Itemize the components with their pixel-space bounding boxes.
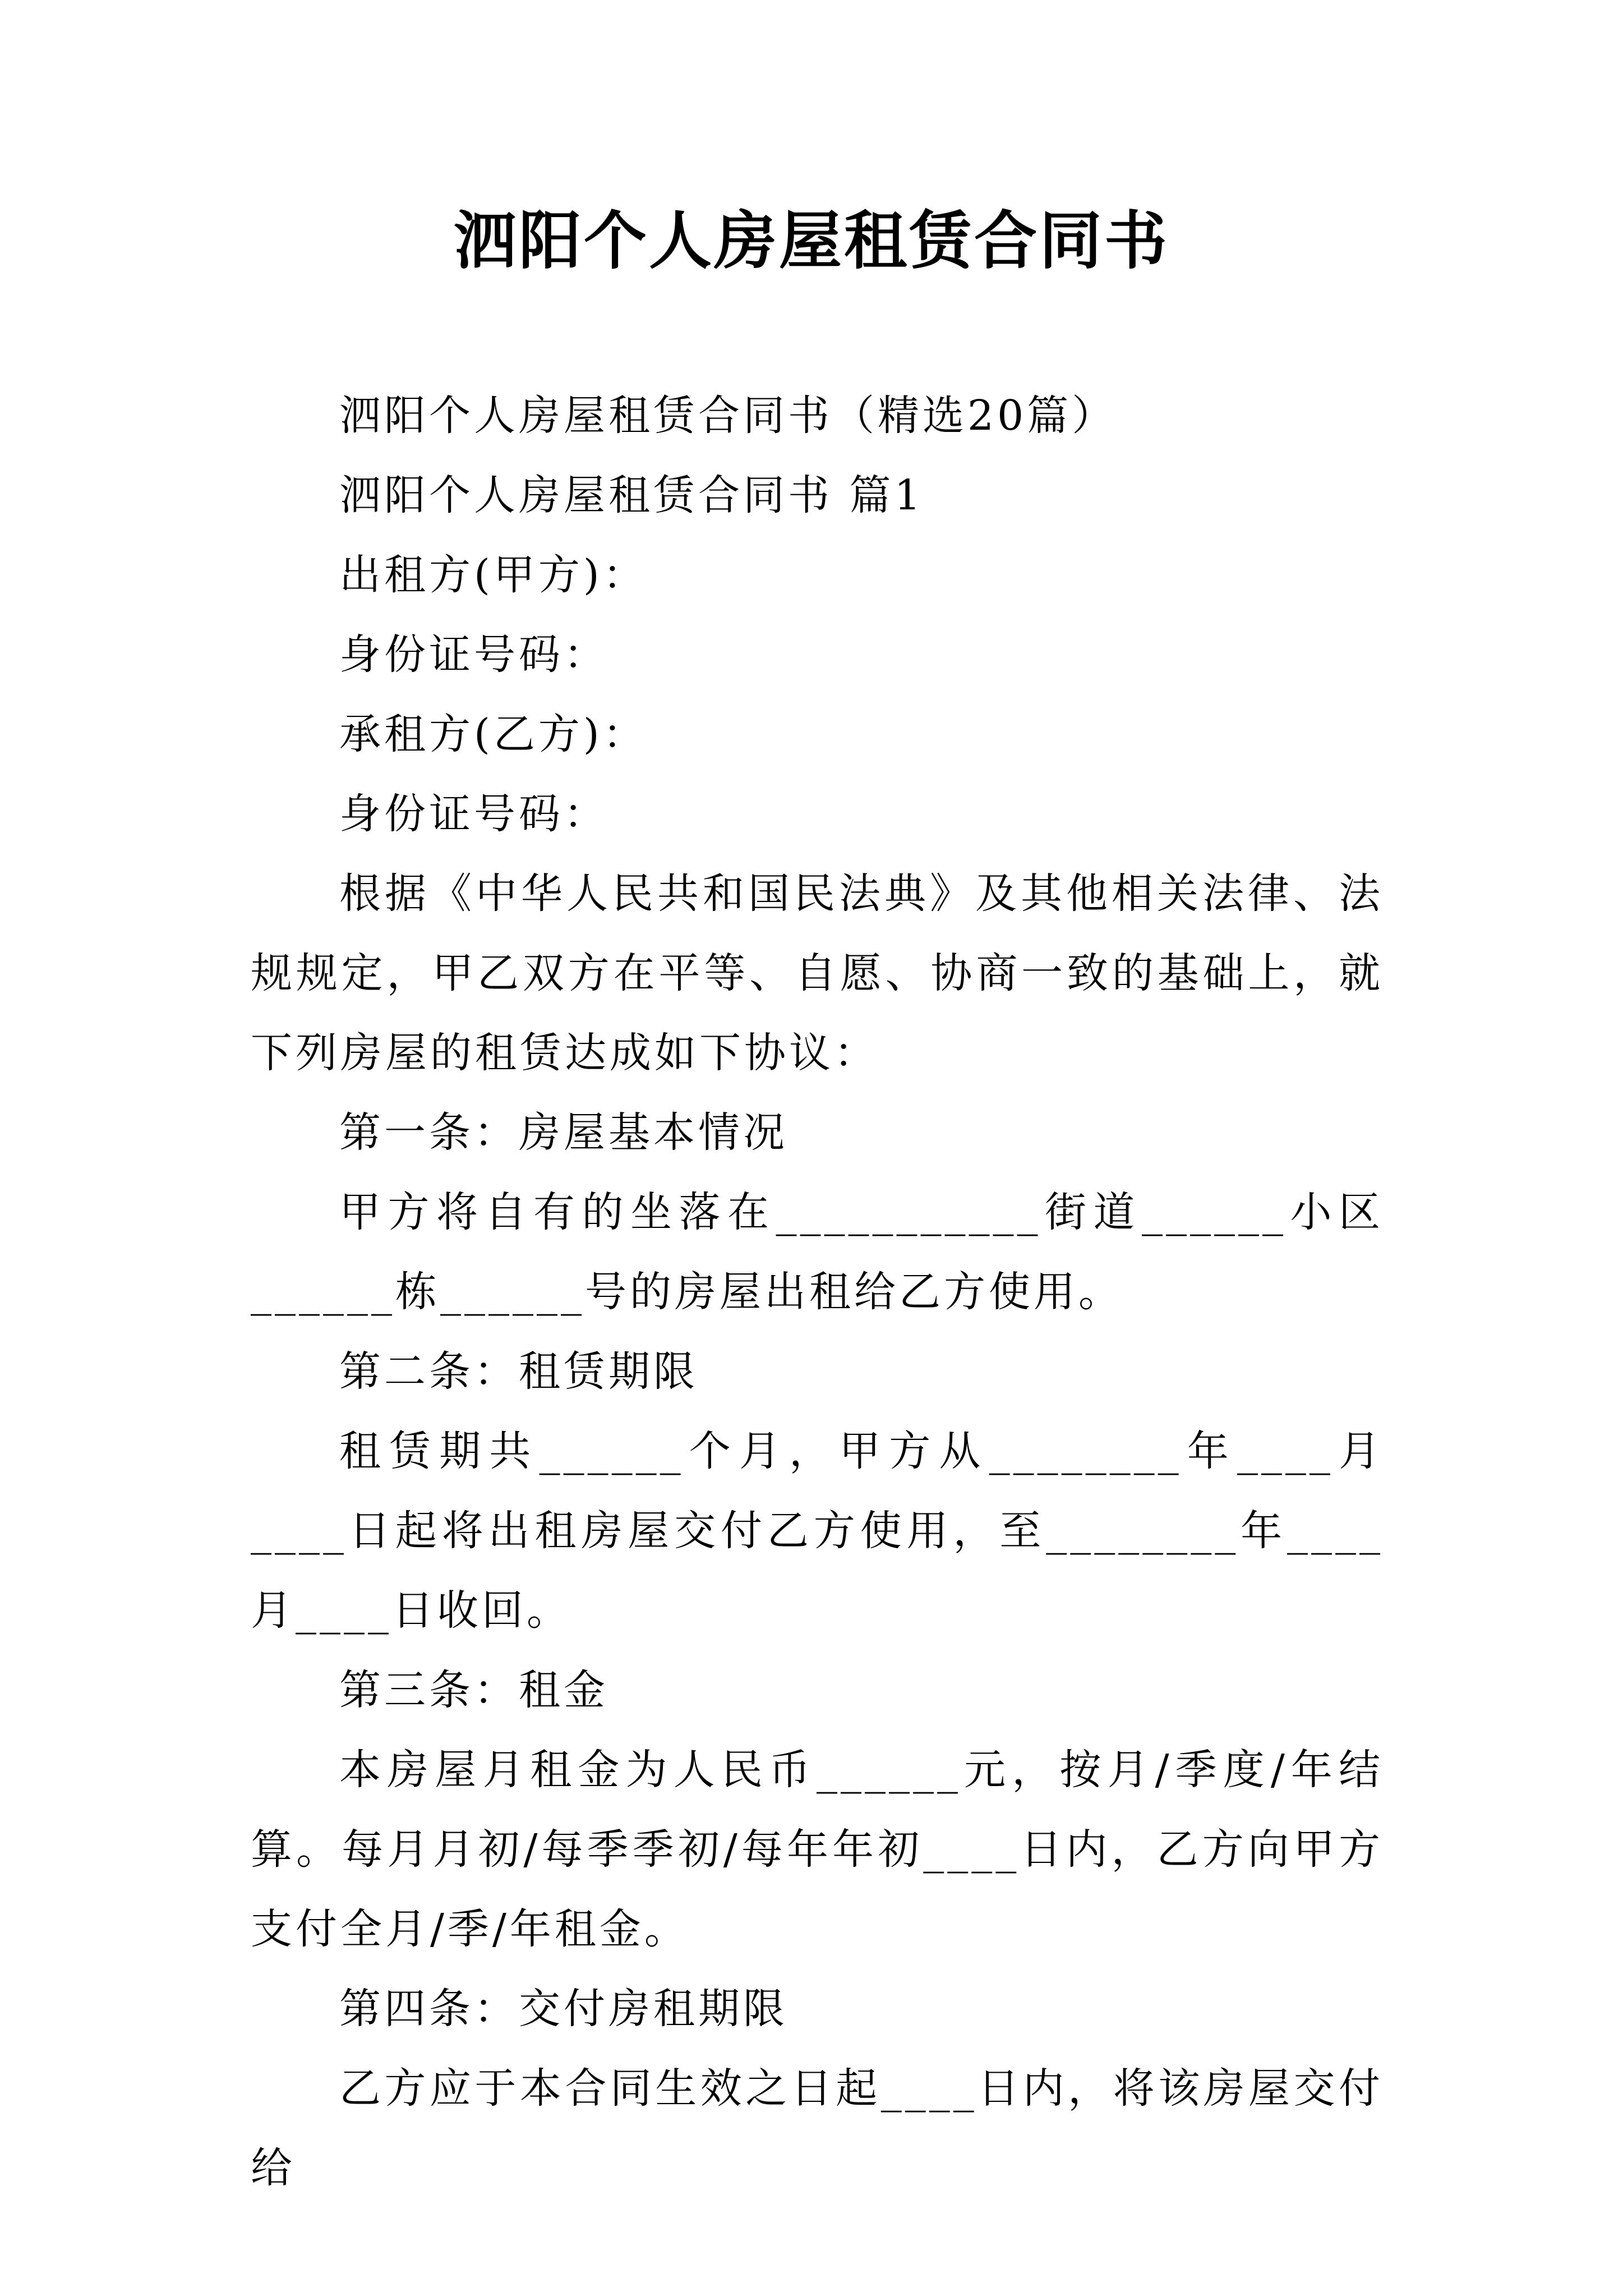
- paragraph-article-3-heading: 第三条：租金: [339, 1666, 608, 1714]
- paragraph-lessee-id: 身份证号码：: [339, 790, 608, 838]
- paragraph-article-4-heading: 第四条：交付房租期限: [339, 1985, 788, 2033]
- paragraph-article-2-heading: 第二条：租赁期限: [339, 1347, 698, 1396]
- paragraph-article-1-body: 甲方将自有的坐落在___________街道______小区______栋______号的房屋出租给乙方使用。: [251, 1188, 1384, 1316]
- paragraph-lessor-id: 身份证号码：: [339, 631, 608, 679]
- document-title: 泗阳个人房屋租赁合同书: [454, 204, 1169, 278]
- paragraph-lessor: 出租方(甲方)：: [339, 551, 648, 599]
- document-body: [251, 376, 1384, 2208]
- paragraph-subtitle: 泗阳个人房屋租赁合同书（精选20篇）: [339, 392, 1117, 440]
- paragraph-article-2-body: 租赁期共______个月，甲方从________年____月____日起将出租房屋交付乙方使用，至________年____月____日收回。: [251, 1427, 1384, 1635]
- paragraph-article-4-body: 乙方应于本合同生效之日起____日内，将该房屋交付给: [251, 2064, 1384, 2192]
- paragraph-article-1-heading: 第一条：房屋基本情况: [339, 1108, 788, 1157]
- paragraph-preamble: 根据《中华人民共和国民法典》及其他相关法律、法规规定，甲乙双方在平等、自愿、协商一致的基础上，就下列房屋的租赁达成如下协议：: [251, 869, 1384, 1077]
- paragraph-lessee: 承租方(乙方)：: [339, 710, 648, 758]
- paragraph-section-heading: 泗阳个人房屋租赁合同书 篇1: [339, 471, 924, 519]
- paragraph-article-3-body: 本房屋月租金为人民币______元，按月/季度/年结算。每月月初/每季季初/每年年初____日内，乙方向甲方支付全月/季/年租金。: [251, 1746, 1384, 1953]
